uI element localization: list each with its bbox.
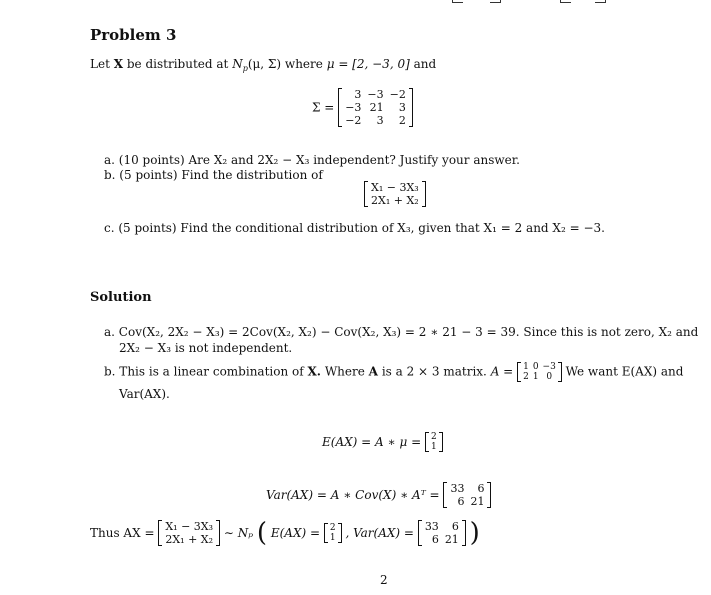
intro-where: where [284,57,323,71]
intro-params: (μ, Σ) [247,57,282,71]
eq2-lhs: Var(AX) = A ∗ Cov(X) ∗ Aᵀ = [266,488,440,502]
matrix-cell: X₁ − 3X₃ [371,181,419,194]
matrix-cell: 0 [546,372,553,382]
top-bracket-mark [452,0,463,3]
sol-b-bold2: A [368,364,378,379]
thus-prefix: Thus AX = [90,526,155,540]
intro-line [90,56,436,72]
A-label: A = [490,364,514,379]
matrix-cell: 2 [430,432,437,442]
matrix-cell: 1 [532,372,539,382]
thus-e-vector [324,523,342,543]
matrix-cell: 21 [470,495,485,508]
thus-var-matrix [418,520,466,546]
matrix-cell: 21 [444,533,459,546]
matrix-cell: 6 [451,520,459,533]
intro-and: and [413,57,437,71]
question-b-vector [364,181,426,207]
eq2-matrix [443,482,491,508]
top-bracket-mark [595,0,606,3]
question-c: c. (5 points) Find the conditional distribution of X₃, given that X₁ = 2 and X₂ = −3. [104,221,605,235]
matrix-cell: −3 [367,88,384,101]
solution-title: Solution [90,290,152,305]
matrix-cell: X₁ − 3X₃ [165,520,214,533]
thus-line [90,520,480,546]
intro-var: X [113,57,124,71]
intro-mid: be distributed at [126,57,229,71]
matrix-cell: −3 [542,362,556,372]
thus-dist: ∼ Nₚ [223,526,254,540]
matrix-cell: −3 [345,101,362,114]
sol-b-rest: is a 2 × 3 matrix. [381,364,487,379]
matrix-cell: 2X₁ + X₂ [371,194,419,207]
problem-title: Problem 3 [90,26,177,44]
matrix-cell: 2 [523,372,529,382]
eq-expectation [322,432,443,452]
intro-mu: μ = [2, −3, 0] [326,57,410,71]
intro-dist: N [232,57,243,71]
matrix-cell: 33 [424,520,439,533]
top-bracket-mark [490,0,501,3]
matrix-cell: 6 [457,495,465,508]
vector-matrix [364,181,426,207]
eq1-vector [425,432,443,452]
matrix-cell: 2 [398,114,406,127]
page-number: 2 [380,573,388,587]
sol-b-bold: X. [307,364,321,379]
matrix-cell: 1 [329,533,336,543]
matrix-cell: 6 [431,533,439,546]
sigma-label: Σ = [312,100,335,115]
intro-dist-sub: p [242,64,248,73]
sol-b-mid: Where [324,364,365,379]
matrix-cell: 1 [430,442,437,452]
sigma-matrix [338,88,413,127]
matrix-cell: 21 [369,101,384,114]
matrix-cell: −2 [345,114,362,127]
sol-b-suffix: We want E(AX) and [565,364,684,379]
solution-b-line1 [104,362,683,382]
matrix-cell: 1 [523,362,529,372]
matrix-cell: −2 [389,88,406,101]
top-bracket-mark [560,0,571,3]
solution-a-line2: 2X₂ − X₃ is not independent. [119,341,293,355]
matrix-cell: 33 [450,482,465,495]
sol-b-prefix: b. This is a linear combination of [104,364,304,379]
thus-vector [158,520,220,546]
open-paren: ( [256,518,268,548]
matrix-cell: 3 [376,114,384,127]
matrix-cell: 6 [477,482,485,495]
intro-prefix: Let [90,57,110,71]
eq-variance [266,482,491,508]
thus-e: E(AX) = [270,526,321,540]
question-a: a. (10 points) Are X₂ and 2X₂ − X₃ independent? Justify your answer. [104,153,520,167]
eq1-lhs: E(AX) = A ∗ μ = [322,435,422,449]
A-matrix [517,362,562,382]
close-paren: ) [469,518,480,548]
solution-b-line2: Var(AX). [119,387,170,401]
matrix-cell: 0 [532,362,539,372]
matrix-cell: 3 [354,88,362,101]
thus-var: , Var(AX) = [345,526,414,540]
matrix-cell: 2X₁ + X₂ [165,533,214,546]
matrix-cell: 2 [329,523,336,533]
matrix-cell: 3 [398,101,406,114]
solution-a-line1: a. Cov(X₂, 2X₂ − X₃) = 2Cov(X₂, X₂) − Cov(X₂, X₃) = 2 ∗ 21 − 3 = 39. Since this is not zero, X₂ and [104,325,699,339]
sigma-equation [312,88,413,127]
question-b: b. (5 points) Find the distribution of [104,168,323,182]
